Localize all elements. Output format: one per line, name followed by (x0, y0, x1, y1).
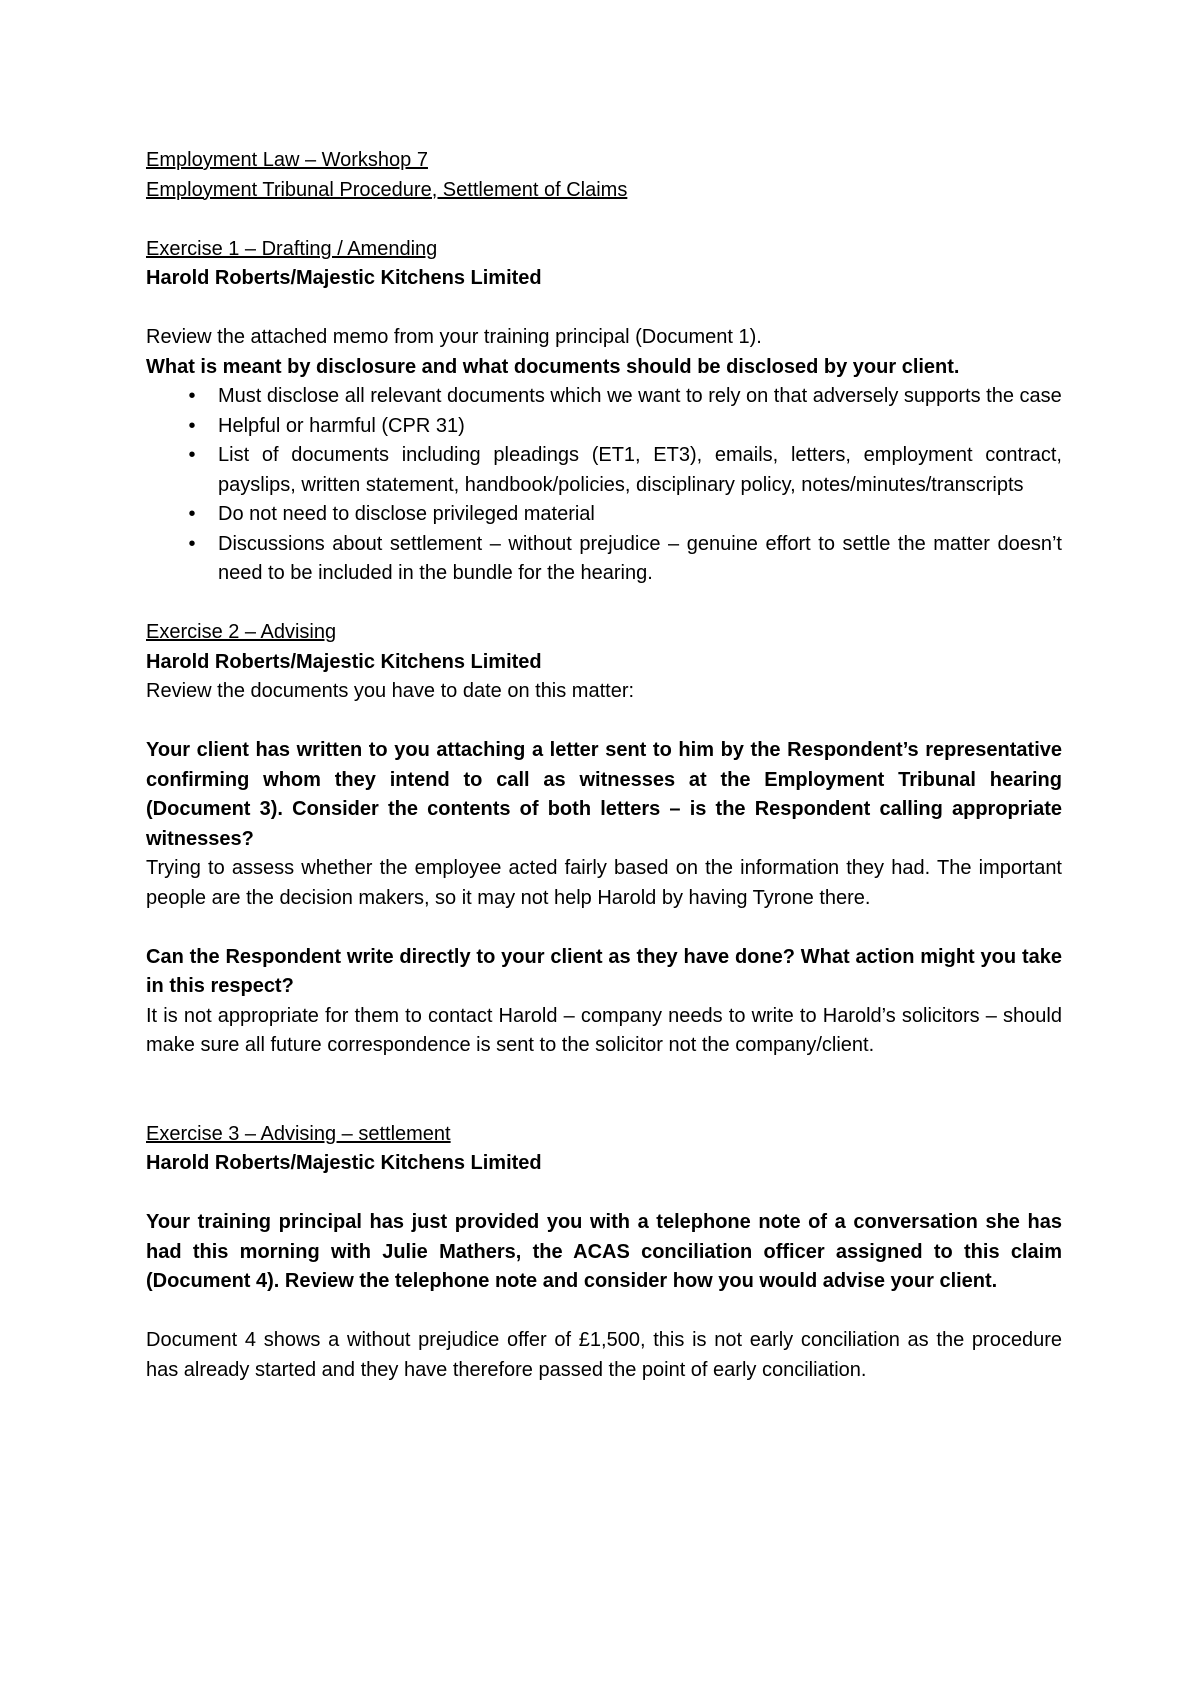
exercise1-question: What is meant by disclosure and what documents should be disclosed by your client. (146, 355, 960, 378)
exercise1-heading: Exercise 1 – Drafting / Amending (146, 237, 438, 260)
spacer (146, 294, 1062, 324)
spacer (146, 205, 1062, 235)
exercise2-answer2: It is not appropriate for them to contact Harold – company needs to write to Harold’s solicitors – should make sure all future correspondence is sent to the solicitor not the company/client. (146, 1004, 1062, 1056)
document-subtitle: Employment Tribunal Procedure, Settlement of Claims (146, 178, 628, 201)
exercise2-question2: Can the Respondent write directly to your client as they have done? What action might you take in this respect? (146, 945, 1062, 997)
list-item (188, 441, 1062, 500)
exercise2-answer1: Trying to assess whether the employee acted fairly based on the information they had. The important people are the decision makers, so it may not help Harold by having Tyrone there. (146, 857, 1062, 909)
bullet-icon: • (188, 503, 196, 525)
spacer (146, 1297, 1062, 1327)
exercise2-instruction: Review the documents you have to date on this matter: (146, 680, 635, 702)
document-page (146, 146, 1062, 1385)
exercise2-heading: Exercise 2 – Advising (146, 621, 337, 643)
exercise3-answer: Document 4 shows a without prejudice offer of £1,500, this is not early conciliation as the procedure has already started and they have therefore passed the point of early conciliation. (146, 1329, 1062, 1381)
spacer (146, 1179, 1062, 1209)
exercise3-case: Harold Roberts/Majestic Kitchens Limited (146, 1152, 542, 1174)
list-item-text: Discussions about settlement – without prejudice – genuine effort to settle the matter doesn’t need to be included in the bundle for the hearing. (218, 532, 1062, 584)
list-item-text: Must disclose all relevant documents which we want to rely on that adversely supports the case (218, 385, 1062, 407)
exercise2-case: Harold Roberts/Majestic Kitchens Limited (146, 650, 542, 673)
list-item-text: Do not need to disclose privileged material (218, 503, 595, 525)
exercise1-bullet-list (146, 382, 1062, 589)
exercise3-heading: Exercise 3 – Advising – settlement (146, 1122, 451, 1145)
list-item (188, 530, 1062, 589)
spacer (146, 1061, 1062, 1120)
bullet-icon: • (188, 385, 196, 407)
exercise1-case: Harold Roberts/Majestic Kitchens Limited (146, 267, 542, 289)
spacer (146, 707, 1062, 737)
list-item-text: Helpful or harmful (CPR 31) (218, 414, 465, 437)
spacer (146, 913, 1062, 943)
bullet-icon: • (188, 414, 196, 437)
document-title: Employment Law – Workshop 7 (146, 149, 428, 171)
bullet-icon: • (188, 532, 196, 555)
spacer (146, 589, 1062, 619)
list-item-text: List of documents including pleadings (ET1, ET3), emails, letters, employment contract, payslips, written statement, handbook/policies, disciplinary policy, notes/minutes/transcripts (218, 444, 1062, 496)
exercise3-question: Your training principal has just provided you with a telephone note of a conversation she has had this morning with Julie Mathers, the ACAS conciliation officer assigned to this claim (Document 4). Review the telephone note and consider how you would advise your client. (146, 1211, 1062, 1292)
list-item (188, 412, 1062, 442)
list-item (188, 382, 1062, 412)
exercise1-instruction: Review the attached memo from your training principal (Document 1). (146, 326, 762, 348)
exercise2-question1: Your client has written to you attaching a letter sent to him by the Respondent’s representative confirming whom they intend to call as witnesses at the Employment Tribunal hearing (Document 3). Consider the contents of both letters – is the Respondent calling appropriate witnesses? (146, 739, 1062, 850)
bullet-icon: • (188, 444, 196, 466)
list-item (188, 500, 1062, 530)
